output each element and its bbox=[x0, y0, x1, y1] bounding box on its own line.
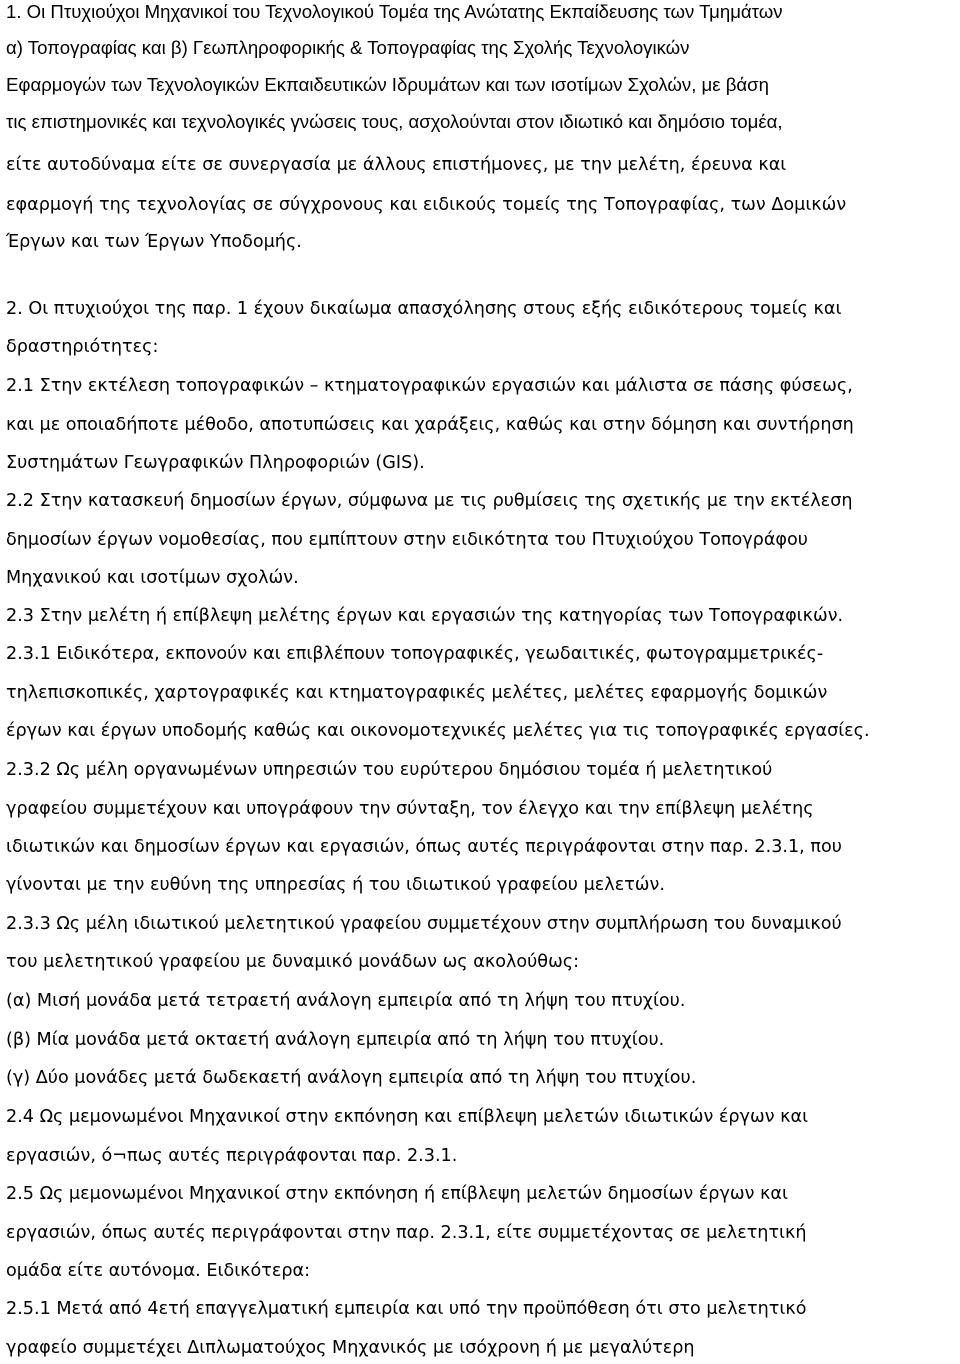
item-2-2-line-1: 2.2 Στην κατασκευή δημοσίων έργων, σύμφωνα με τις ρυθμίσεις της σχετικής με την εκτέλεση bbox=[6, 491, 853, 511]
sub-item-a: (α) Μισή μονάδα μετά τετραετή ανάλογη εμπειρία από τη λήψη του πτυχίου. bbox=[6, 991, 686, 1011]
item-2-3-2-line-3: ιδιωτικών και δημοσίων έργων και εργασιών, όπως αυτές περιγράφονται στην παρ. 2.3.1, που bbox=[6, 837, 842, 857]
item-2-5-1-line-1: 2.5.1 Μετά από 4ετή επαγγελματική εμπειρία και υπό την προϋπόθεση ότι στο μελετητικό bbox=[6, 1299, 807, 1319]
item-2-3-2-line-2: γραφείου συμμετέχουν και υπογράφουν την σύνταξη, τον έλεγχο και την επίβλεψη μελέτης bbox=[6, 799, 814, 819]
item-2-3-2-line-1: 2.3.2 Ως μέλη οργανωμένων υπηρεσιών του ευρύτερου δημόσιου τομέα ή μελετητικού bbox=[6, 760, 773, 780]
paragraph-1-line-1: 1. Οι Πτυχιούχοι Μηχανικοί του Τεχνολογικού Τομέα της Ανώτατης Εκπαίδευσης των Τμημάτων bbox=[6, 1, 783, 22]
item-2-3-3-line-1: 2.3.3 Ως μέλη ιδιωτικού μελετητικού γραφείου συμμετέχουν στην συμπλήρωση του δυναμικού bbox=[6, 914, 842, 934]
item-2-2-line-2: δημοσίων έργων νομοθεσίας, που εμπίπτουν στην ειδικότητα του Πτυχιούχου Τοπογράφου bbox=[6, 530, 808, 550]
item-2-1-line-3: Συστημάτων Γεωγραφικών Πληροφοριών (GIS). bbox=[6, 453, 425, 473]
item-2-5-line-2: εργασιών, όπως αυτές περιγράφονται στην παρ. 2.3.1, είτε συμμετέχοντας σε μελετητική bbox=[6, 1223, 807, 1243]
item-2-1-line-1: 2.1 Στην εκτέλεση τοπογραφικών – κτηματογραφικών εργασιών και μάλιστα σε πάσης φύσεως, bbox=[6, 376, 853, 396]
item-2-4-line-2: εργασιών, ό¬πως αυτές περιγράφονται παρ. 2.3.1. bbox=[6, 1146, 458, 1166]
paragraph-1-line-2: α) Τοπογραφίας και β) Γεωπληροφορικής & Τοπογραφίας της Σχολής Τεχνολογικών bbox=[6, 37, 690, 58]
item-2-5-line-1: 2.5 Ως μεμονωμένοι Μηχανικοί στην εκπόνηση ή επίβλεψη μελετών δημοσίων έργων και bbox=[6, 1184, 788, 1204]
paragraph-2-line-2: δραστηριότητες: bbox=[6, 337, 159, 357]
item-2-3-1-line-3: έργων και έργων υποδομής καθώς και οικονομοτεχνικές μελέτες για τις τοπογραφικές εργασίες. bbox=[6, 721, 870, 741]
paragraph-1-line-3: Εφαρμογών των Τεχνολογικών Εκπαιδευτικών Ιδρυμάτων και των ισοτίμων Σχολών, με βάση bbox=[6, 74, 769, 95]
sub-item-b: (β) Μία μονάδα μετά οκταετή ανάλογη εμπειρία από τη λήψη του πτυχίου. bbox=[6, 1030, 665, 1050]
item-2-1-line-2: και με οποιαδήποτε μέθοδο, αποτυπώσεις και χαράξεις, καθώς και στην δόμηση και συντήρηση bbox=[6, 415, 854, 435]
item-2-3-3-line-2: του μελετητικού γραφείου με δυναμικό μονάδων ως ακολούθως: bbox=[6, 952, 580, 972]
paragraph-2-line-1: 2. Οι πτυχιούχοι της παρ. 1 έχουν δικαίωμα απασχόλησης στους εξής ειδικότερους τομείς και bbox=[6, 299, 842, 319]
item-2-3-1-line-1: 2.3.1 Ειδικότερα, εκπονούν και επιβλέπουν τοπογραφικές, γεωδαιτικές, φωτογραμμετρικές- bbox=[6, 644, 824, 664]
paragraph-1-line-7: Έργων και των Έργων Υποδομής. bbox=[6, 232, 302, 252]
item-2-5-line-3: ομάδα είτε αυτόνομα. Ειδικότερα: bbox=[6, 1261, 311, 1281]
paragraph-1-line-5: είτε αυτοδύναμα είτε σε συνεργασία με άλλους επιστήμονες, με την μελέτη, έρευνα και bbox=[6, 155, 787, 175]
item-2-2-line-3: Μηχανικού και ισοτίμων σχολών. bbox=[6, 568, 299, 588]
item-2-4-line-1: 2.4 Ως μεμονωμένοι Μηχανικοί στην εκπόνηση και επίβλεψη μελετών ιδιωτικών έργων και bbox=[6, 1107, 809, 1127]
sub-item-c: (γ) Δύο μονάδες μετά δωδεκαετή ανάλογη εμπειρία από τη λήψη του πτυχίου. bbox=[6, 1068, 697, 1088]
item-2-5-1-line-2: γραφείο συμμετέχει Διπλωματούχος Μηχανικός με ισόχρονη ή με μεγαλύτερη bbox=[6, 1338, 695, 1358]
paragraph-1-line-4: τις επιστημονικές και τεχνολογικές γνώσεις τους, ασχολούνται στον ιδιωτικό και δημόσιο τομέα, bbox=[6, 111, 783, 132]
item-2-3-1-line-2: τηλεπισκοπικές, χαρτογραφικές και κτηματογραφικές μελέτες, μελέτες εφαρμογής δομικών bbox=[6, 683, 828, 703]
item-2-3-line-1: 2.3 Στην μελέτη ή επίβλεψη μελέτης έργων και εργασιών της κατηγορίας των Τοπογραφικών. bbox=[6, 606, 844, 626]
paragraph-1-line-6: εφαρμογή της τεχνολογίας σε σύγχρονους και ειδικούς τομείς της Τοπογραφίας, των Δομικών bbox=[6, 195, 847, 215]
item-2-3-2-line-4: γίνονται με την ευθύνη της υπηρεσίας ή του ιδιωτικού γραφείου μελετών. bbox=[6, 875, 665, 895]
